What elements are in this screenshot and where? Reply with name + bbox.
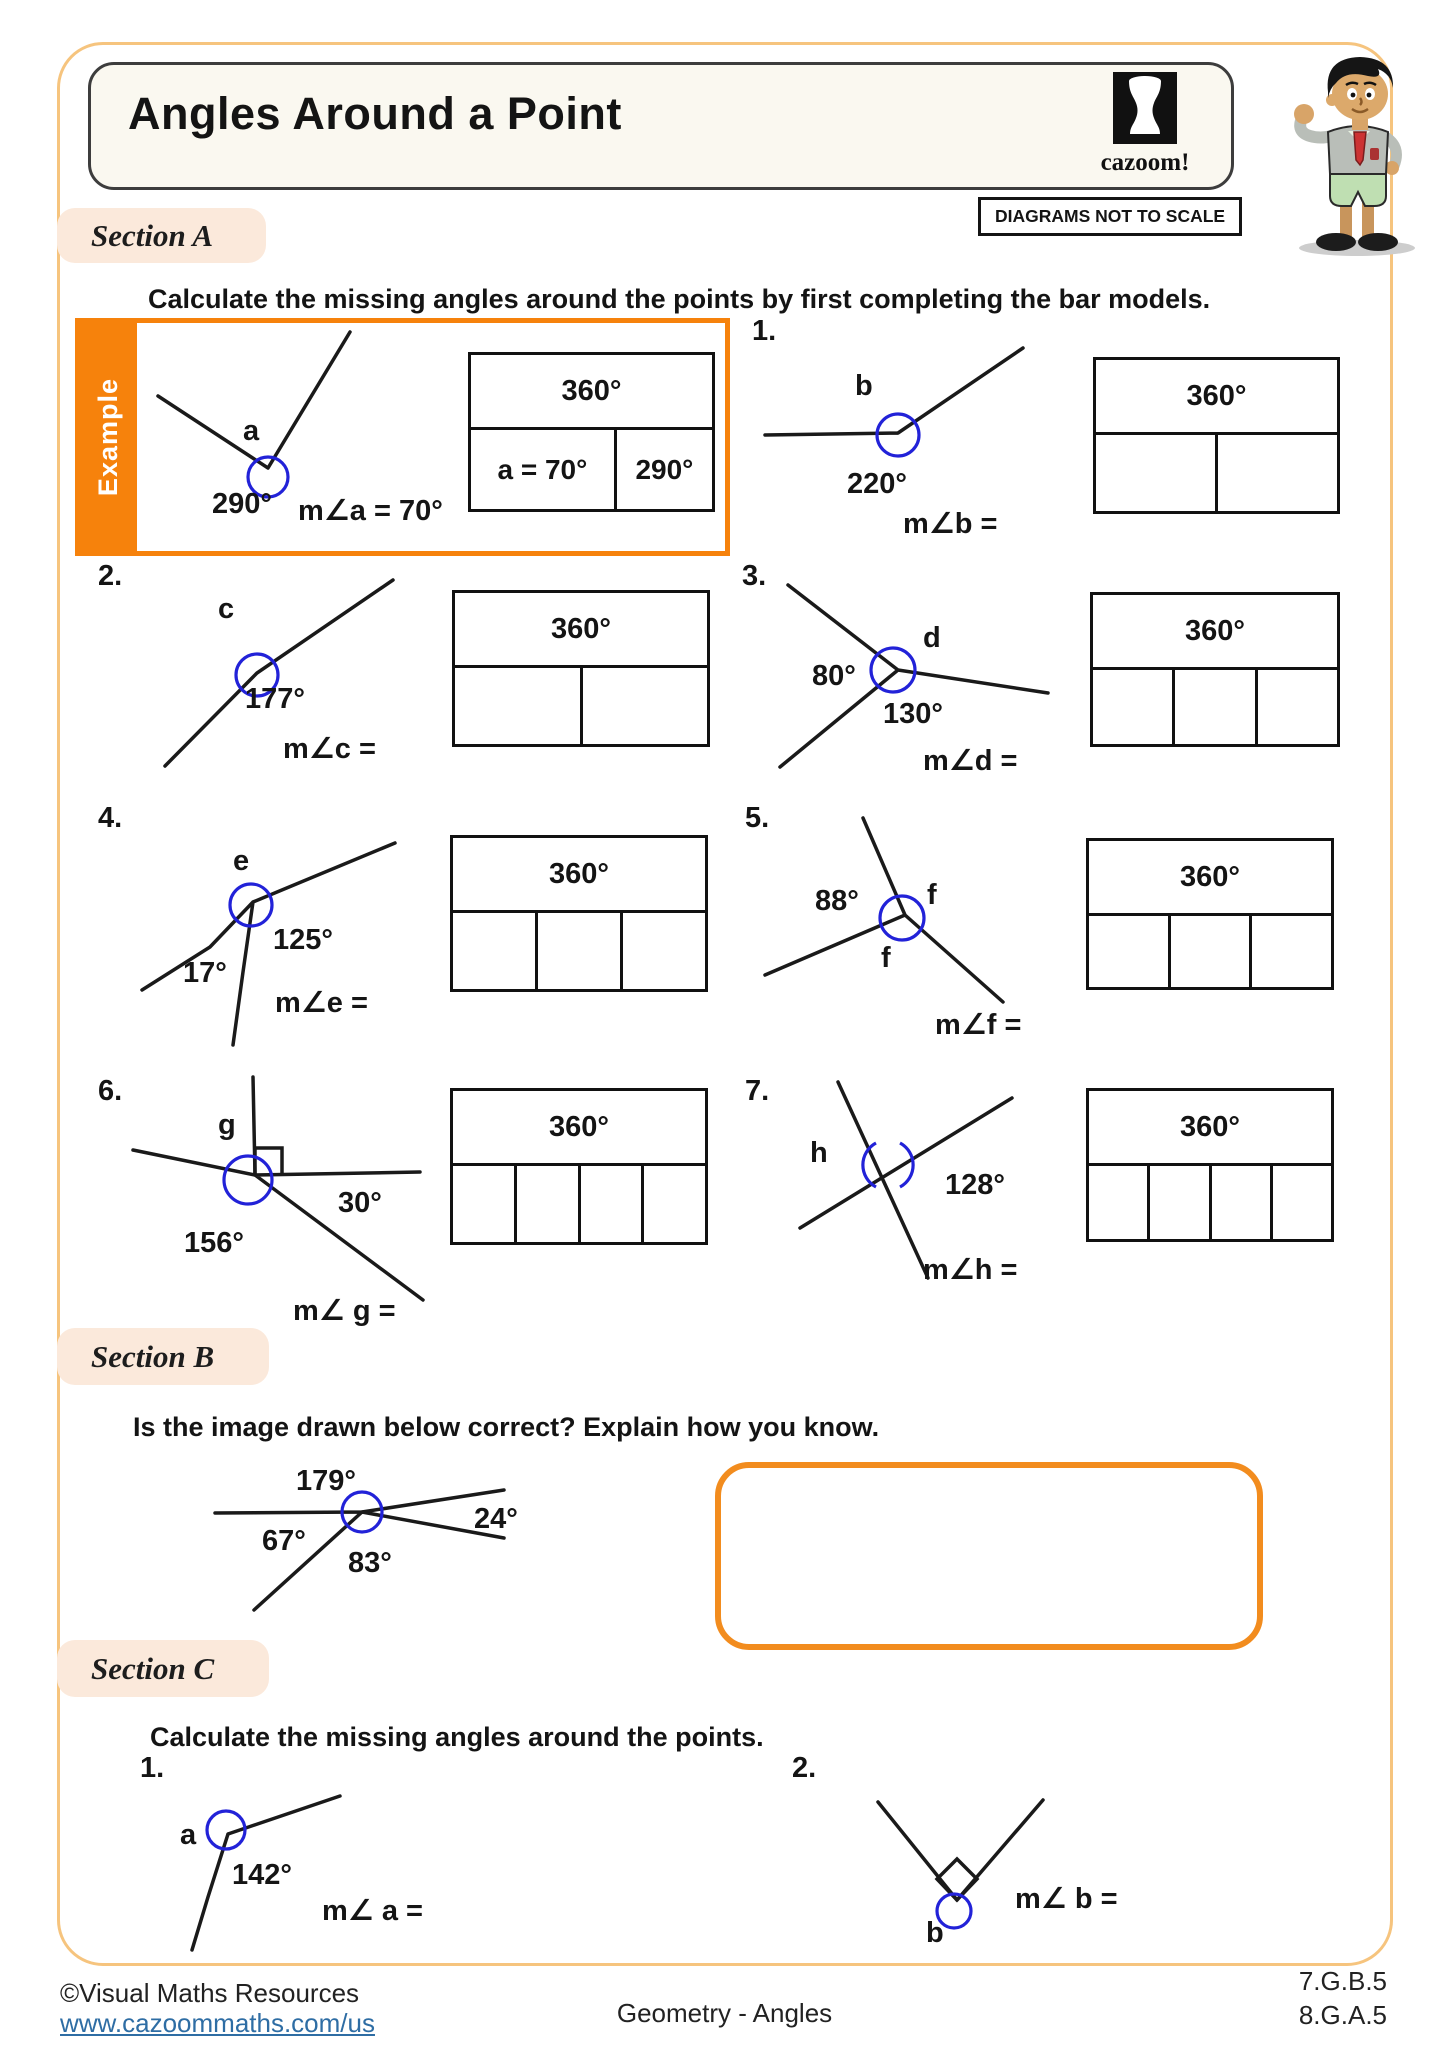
bar-model-empty-cell xyxy=(581,1166,645,1242)
problem-7-bar-model xyxy=(1086,1088,1334,1242)
problem-5-diagram xyxy=(755,812,1070,1047)
bar-model-empty-cell xyxy=(453,1166,517,1242)
bar-model-cell: 290° xyxy=(635,453,694,485)
bar-model-cells xyxy=(455,668,707,744)
section-c-label: Section C xyxy=(57,1640,269,1697)
angle-value: 83° xyxy=(348,1547,392,1579)
problem-6-number: 6. xyxy=(98,1075,123,1107)
angle-rays xyxy=(765,348,1023,435)
section-b-diagram xyxy=(188,1432,533,1627)
section-a-instruction: Calculate the missing angles around the points by first completing the bar models. xyxy=(148,284,1211,314)
bar-model-empty-cell xyxy=(623,913,705,989)
footer-center: Geometry - Angles xyxy=(616,1998,833,2028)
angle-letter: d xyxy=(923,622,941,654)
section-c-problem-2-diagram xyxy=(850,1780,1180,1970)
angle-letter: a xyxy=(180,1819,197,1851)
problem-5-bar-model xyxy=(1086,838,1334,990)
cazoom-logo xyxy=(1085,72,1205,176)
bar-model-empty-cell xyxy=(517,1166,581,1242)
angle-value: 67° xyxy=(262,1525,306,1557)
given-angle: 142° xyxy=(232,1859,292,1891)
problem-1-diagram xyxy=(755,338,1060,548)
standard-code: 8.G.A.5 xyxy=(1298,2000,1387,2030)
section-b-label: Section B xyxy=(57,1328,269,1385)
bar-model-cells xyxy=(471,430,712,509)
problem-6-bar-model xyxy=(450,1088,708,1245)
bar-model-total: 360° xyxy=(471,355,712,430)
given-angle: 30° xyxy=(338,1187,382,1219)
example-answer: m∠a = 70° xyxy=(298,495,443,527)
angle-letter: a xyxy=(243,415,260,447)
bar-model-empty-cell xyxy=(644,1166,705,1242)
problem-4-bar-model xyxy=(450,835,708,992)
bar-model-empty-cell xyxy=(1089,1166,1150,1239)
problem-4-number: 4. xyxy=(98,802,123,834)
given-angle: 125° xyxy=(273,924,333,956)
bar-model-total: 360° xyxy=(1089,1091,1331,1166)
angle-value: 24° xyxy=(474,1503,518,1535)
angle-letter: g xyxy=(218,1109,236,1141)
given-angle: 88° xyxy=(815,885,859,917)
example-diagram xyxy=(140,328,470,543)
vertex-circle xyxy=(877,414,919,456)
bar-model-total: 360° xyxy=(1089,841,1331,916)
bar-model-empty-cell xyxy=(1258,670,1337,744)
answer-prompt: m∠e = xyxy=(275,987,368,1019)
bar-model-total: 360° xyxy=(1093,595,1337,670)
problem-4-diagram xyxy=(115,822,450,1067)
section-c-problem-1-number: 1. xyxy=(140,1752,165,1784)
example-bar-model xyxy=(468,352,715,512)
angle-value: 179° xyxy=(296,1465,356,1497)
given-angle: 17° xyxy=(183,957,227,989)
angle-letter: e xyxy=(233,845,250,877)
problem-3-bar-model xyxy=(1090,592,1340,747)
problem-3-diagram xyxy=(768,575,1073,780)
given-angle: 290° xyxy=(212,488,272,520)
bar-model-cells xyxy=(1089,1166,1331,1239)
angle-rays xyxy=(765,818,1003,1002)
bar-model-total: 360° xyxy=(453,1091,705,1166)
bar-model-empty-cell xyxy=(1218,435,1337,511)
problem-6-diagram xyxy=(108,1072,453,1327)
problem-1-bar-model xyxy=(1093,357,1340,514)
problem-3-number: 3. xyxy=(742,560,767,592)
problem-5-number: 5. xyxy=(745,802,770,834)
bar-model-cells xyxy=(1093,670,1337,744)
mascot-character xyxy=(1262,52,1442,257)
bar-model-empty-cell xyxy=(1150,1166,1211,1239)
given-angle: 156° xyxy=(184,1227,244,1259)
given-angle: 128° xyxy=(945,1169,1005,1201)
bar-model-empty-cell xyxy=(1089,916,1171,987)
section-c-instruction: Calculate the missing angles around the points. xyxy=(150,1722,764,1752)
bar-model-empty-cell xyxy=(1093,670,1175,744)
bar-model-empty-cell xyxy=(455,668,583,744)
bar-model-cells xyxy=(453,1166,705,1242)
given-angle: 177° xyxy=(245,683,305,715)
answer-prompt: m∠d = xyxy=(923,745,1018,777)
section-b-instruction: Is the image drawn below correct? Explain how you know. xyxy=(133,1412,880,1442)
bar-model-empty-cell xyxy=(1252,916,1331,987)
bar-model-empty-cell xyxy=(583,668,708,744)
footer-standards xyxy=(1299,1964,1387,2032)
angle-rays xyxy=(158,332,350,468)
problem-2-number: 2. xyxy=(98,560,123,592)
bar-model-total: 360° xyxy=(455,593,707,668)
standard-code: 7.G.B.5 xyxy=(1298,1966,1387,1996)
section-c-problem-2-number: 2. xyxy=(792,1752,817,1784)
example-tab: Example xyxy=(80,323,137,551)
given-angle: 130° xyxy=(883,698,943,730)
problem-7-number: 7. xyxy=(745,1075,770,1107)
bar-model-empty-cell xyxy=(1273,1166,1331,1239)
problem-7-diagram xyxy=(765,1072,1065,1307)
answer-prompt: m∠c = xyxy=(283,733,376,765)
angle-letter: f xyxy=(927,879,937,911)
footer-copyright: ©Visual Maths Resources xyxy=(60,1978,360,2008)
angle-letter: h xyxy=(810,1137,828,1169)
bar-model-empty-cell xyxy=(1096,435,1218,511)
not-to-scale-note: DIAGRAMS NOT TO SCALE xyxy=(978,197,1242,236)
vertex-circle xyxy=(224,1156,272,1204)
section-a-label: Section A xyxy=(57,208,266,263)
bar-model-empty-cell xyxy=(1175,670,1257,744)
answer-prompt: m∠ a = xyxy=(322,1895,423,1927)
problem-2-bar-model xyxy=(452,590,710,747)
bar-model-empty-cell xyxy=(1171,916,1253,987)
given-angle: 220° xyxy=(847,468,907,500)
answer-prompt: m∠b = xyxy=(903,508,998,540)
section-b-answer-box xyxy=(715,1462,1263,1650)
angle-letter: c xyxy=(218,593,235,625)
bar-model-empty-cell xyxy=(453,913,538,989)
angle-letter: b xyxy=(855,370,873,402)
bar-model-empty-cell xyxy=(538,913,623,989)
page-title: Angles Around a Point xyxy=(128,88,622,139)
problem-2-diagram xyxy=(115,578,445,783)
bar-model-cell: a = 70° xyxy=(471,430,617,509)
bar-model-empty-cell xyxy=(1212,1166,1273,1239)
answer-prompt: m∠ g = xyxy=(293,1295,396,1327)
answer-prompt: m∠h = xyxy=(923,1254,1018,1286)
angle-letter: b xyxy=(926,1917,944,1949)
problem-1-number: 1. xyxy=(752,315,777,347)
bar-model-cells xyxy=(1096,435,1337,511)
footer-link[interactable]: www.cazoommaths.com/us xyxy=(60,2008,375,2038)
bar-model-cells xyxy=(1089,916,1331,987)
answer-prompt: m∠ b = xyxy=(1015,1883,1118,1915)
answer-prompt: m∠f = xyxy=(935,1009,1022,1041)
brand-name: cazoom! xyxy=(1100,149,1190,176)
bar-model-cells xyxy=(453,913,705,989)
angle-letter: f xyxy=(881,942,891,974)
bar-model-total: 360° xyxy=(453,838,705,913)
given-angle: 80° xyxy=(812,660,856,692)
bar-model-total: 360° xyxy=(1096,360,1337,435)
section-c-problem-1-diagram xyxy=(150,1772,450,1972)
